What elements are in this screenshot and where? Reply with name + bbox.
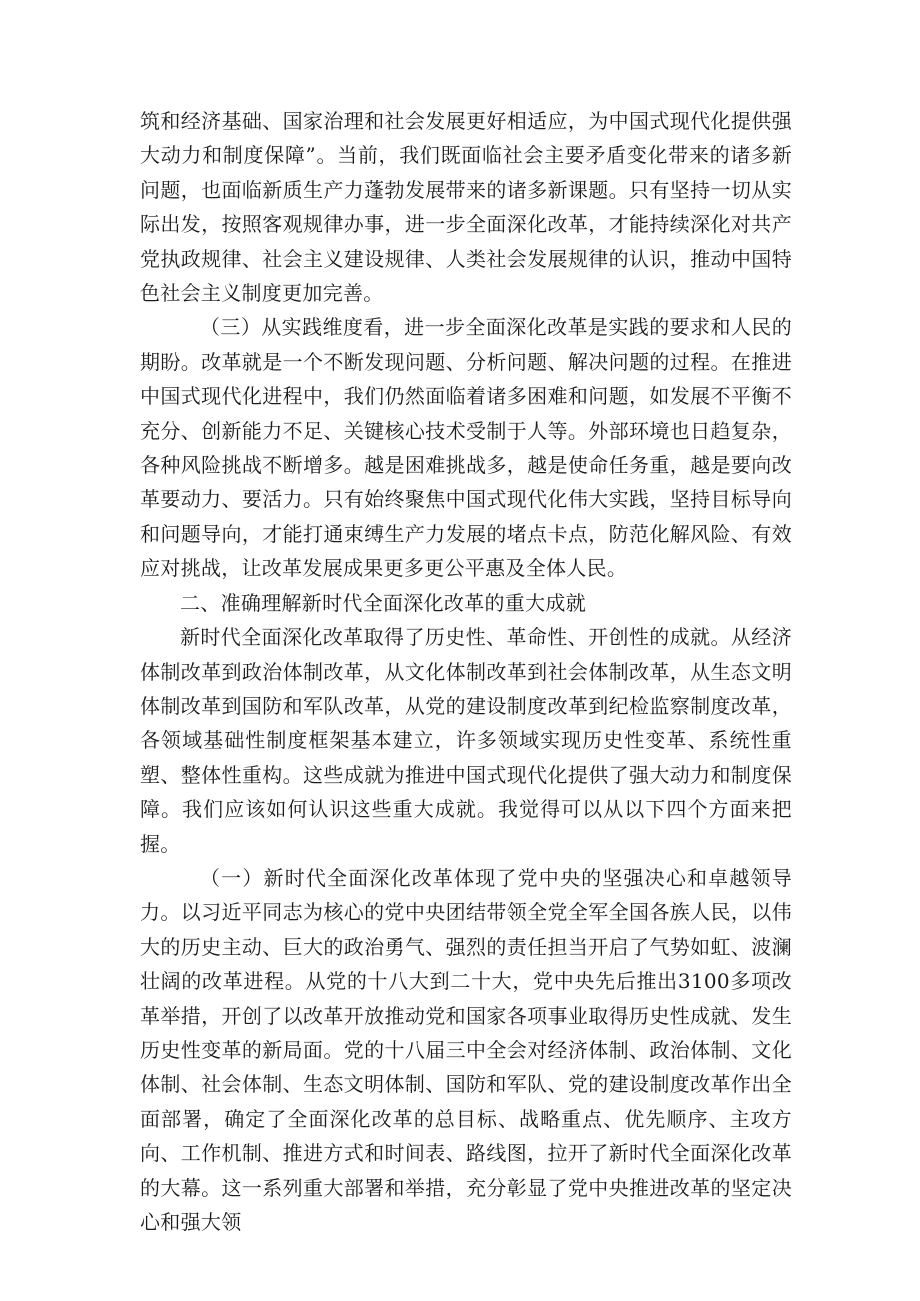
paragraph-achievements-intro: 新时代全面深化改革取得了历史性、革命性、开创性的成就。从经济体制改革到政治体制改革，从文化体制改革到社会体制改革，从生态文明体制改革到国防和军队改革，从党的建设制度改革到纪检监察制度改革，各领域基础性制度框架基本建立，许多领域实现历史性变革、系统性重塑、整体性重构。这些成就为推进中国式现代化提供了强大动力和制度保障。我们应该如何认识这些重大成就。我觉得可以从以下四个方面来把握。 [140, 625, 792, 856]
paragraph-continuation: 筑和经济基础、国家治理和社会发展更好相适应，为中国式现代化提供强大动力和制度保障”。当前，我们既面临社会主要矛盾变化带来的诸多新问题，也面临新质生产力蓬勃发展带来的诸多新课题。只有坚持一切从实际出发，按照客观规律办事，进一步全面深化改革，才能持续深化对共产党执政规律、社会主义建设规律、人类社会发展规律的认识，推动中国特色社会主义制度更加完善。 [140, 109, 792, 306]
document-body [140, 104, 792, 1239]
paragraph-leadership: （一）新时代全面深化改革体现了党中央的坚强决心和卓越领导力。以习近平同志为核心的党中央团结带领全党全军全国各族人民，以伟大的历史主动、巨大的政治勇气、强烈的责任担当开启了气势如虹、波澜壮阔的改革进程。从党的十八大到二十大，党中央先后推出3100多项改革举措，开创了以改革开放推动党和国家各项事业取得历史性成就、发生历史性变革的新局面。党的十八届三中全会对经济体制、政治体制、文化体制、社会体制、生态文明体制、国防和军队、党的建设制度改革作出全面部署，确定了全面深化改革的总目标、战略重点、优先顺序、主攻方向、工作机制、推进方式和时间表、路线图，拉开了新时代全面深化改革的大幕。这一系列重大部署和举措，充分彰显了党中央推进改革的坚定决心和强大领 [140, 865, 792, 1234]
section-heading-achievements: 二、准确理解新时代全面深化改革的重大成就 [180, 590, 586, 615]
paragraph-practice-dimension: （三）从实践维度看，进一步全面深化改革是实践的要求和人民的期盼。改革就是一个不断发现问题、分析问题、解决问题的过程。在推进中国式现代化进程中，我们仍然面临着诸多困难和问题，如发展不平衡不充分、创新能力不足、关键核心技术受制于人等。外部环境也日趋复杂，各种风险挑战不断增多。越是困难挑战多，越是使命任务重，越是要向改革要动力、要活力。只有始终聚焦中国式现代化伟大实践，坚持目标导向和问题导向，才能打通束缚生产力发展的堵点卡点，防范化解风险、有效应对挑战，让改革发展成果更多更公平惠及全体人民。 [140, 315, 792, 581]
